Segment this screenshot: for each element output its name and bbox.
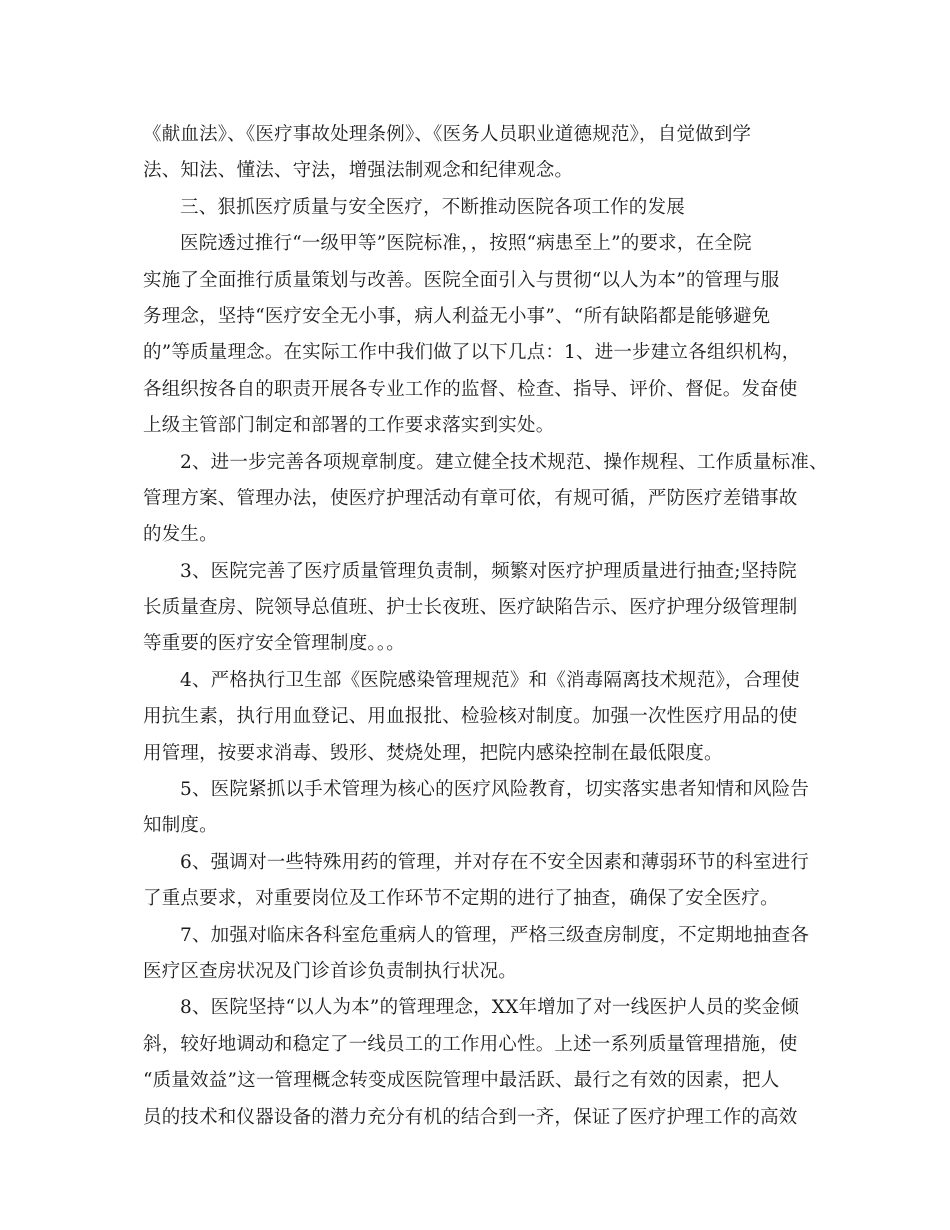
text-line: 7、加强对临床各科室危重病人的管理，严格三级查房制度，不定期地抽查各 (180, 924, 810, 946)
text-line: 3、医院完善了医疗质量管理负责制，频繁对医疗护理质量进行抽查;坚持院 (180, 560, 797, 582)
text-line: 《献血法》、《医疗事故处理条例》、《医务人员职业道德规范》，自觉做到学 (143, 124, 752, 145)
text-line: 5、医院紧抓以手术管理为核心的医疗风险教育，切实落实患者知情和风险告 (180, 779, 810, 801)
document-body (143, 117, 828, 1136)
text-line: 6、强调对一些特殊用药的管理，并对存在不安全因素和薄弱环节的科室进行 (180, 851, 810, 873)
text-line: 务理念，坚持“医疗安全无小事，病人利益无小事”、“所有缺陷都是能够避免 (143, 305, 771, 327)
text-line: 用抗生素，执行用血登记、用血报批、检验核对制度。加强一次性医疗用品的使 (143, 706, 798, 728)
text-line: 三、狠抓医疗质量与安全医疗，不断推动医院各项工作的发展 (180, 196, 685, 218)
text-line: 的”等质量理念。在实际工作中我们做了以下几点：1、进一步建立各组织机构， (143, 342, 801, 364)
text-line: “质量效益”这一管理概念转变成医院管理中最活跃、最行之有效的因素，把人 (143, 1070, 780, 1092)
text-line: 长质量查房、院领导总值班、护士长夜班、医疗缺陷告示、医疗护理分级管理制 (143, 597, 798, 619)
text-line: 2、进一步完善各项规章制度。建立健全技术规范、操作规程、工作质量标准、 (180, 451, 828, 473)
text-line: 各组织按各自的职责开展各专业工作的监督、检查、指导、评价、督促。发奋使 (143, 378, 798, 400)
text-line: 管理方案、管理办法，使医疗护理活动有章可依，有规可循，严防医疗差错事故 (143, 487, 798, 509)
text-line: 等重要的医疗安全管理制度。。。 (143, 633, 406, 655)
text-line: 8、医院坚持“以人为本”的管理理念，XX年增加了对一线医护人员的奖金倾 (180, 997, 800, 1019)
text-line: 用管理，按要求消毒、毁形、焚烧处理，把院内感染控制在最低限度。 (143, 742, 723, 764)
text-line: 斜，较好地调动和稳定了一线员工的工作用心性。上述一系列质量管理措施，使 (143, 1033, 798, 1055)
text-line: 员的技术和仪器设备的潜力充分有机的结合到一齐，保证了医疗护理工作的高效 (143, 1106, 798, 1128)
text-line: 法、知法、懂法、守法，增强法制观念和纪律观念。 (143, 160, 574, 182)
text-line: 医疗区查房状况及门诊首诊负责制执行状况。 (143, 960, 518, 982)
text-line: 医院透过推行“一级甲等”医院标准，，按照“病患至上”的要求，在全院 (180, 233, 752, 255)
text-line: 上级主管部门制定和部署的工作要求落实到实处。 (143, 415, 555, 437)
text-line: 了重点要求，对重要岗位及工作环节不定期的进行了抽查，确保了安全医疗。 (143, 888, 779, 910)
text-line: 的发生。 (143, 524, 218, 546)
text-line: 实施了全面推行质量策划与改善。医院全面引入与贯彻“以人为本”的管理与服 (143, 269, 780, 291)
text-line: 知制度。 (143, 815, 218, 837)
text-line: 4、严格执行卫生部《医院感染管理规范》和《消毒隔离技术规范》，合理使 (180, 669, 800, 691)
